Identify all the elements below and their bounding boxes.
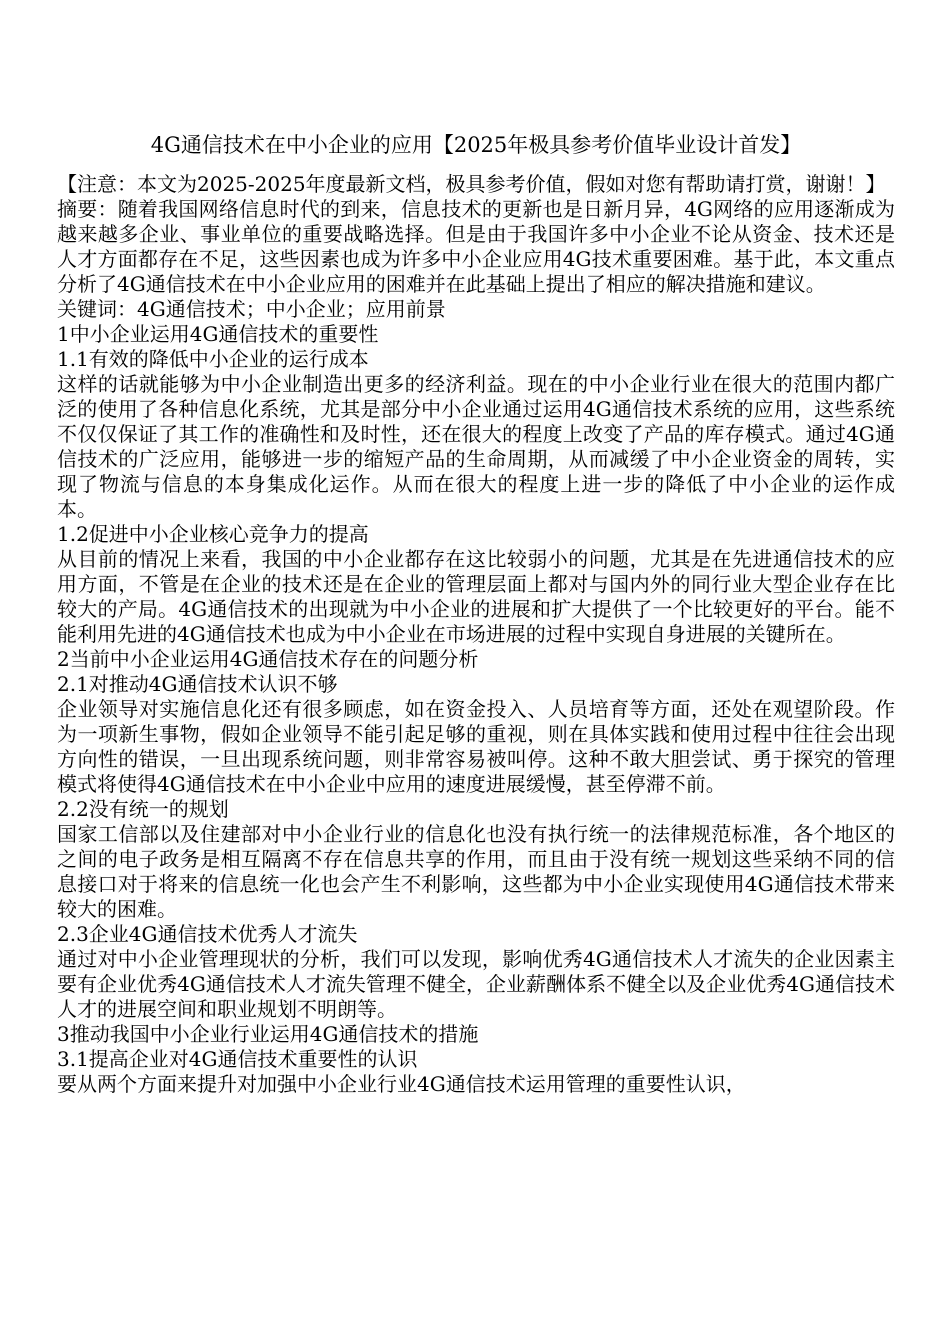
document-title: 4G通信技术在中小企业的应用【2025年极具参考价值毕业设计首发】 [150, 133, 802, 157]
subsection-heading-2-1: 2.1对推动4G通信技术认识不够 [57, 672, 338, 696]
subsection-heading-2-3: 2.3企业4G通信技术优秀人才流失 [57, 922, 358, 946]
section-heading-2: 2当前中小企业运用4G通信技术存在的问题分析 [57, 647, 479, 671]
paragraph-2-2: 国家工信部以及住建部对中小企业行业的信息化也没有执行统一的法律规范标准，各个地区的之间的电子政务是相互隔离不存在信息共享的作用，而且由于没有统一规划这些采纳不同的信息接口对于将来的信息统一化也会产生不利影响，这些都为中小企业实现使用4G通信技术带来较大的困难。 [57, 822, 895, 921]
subsection-heading-1-1: 1.1有效的降低中小企业的运行成本 [57, 347, 369, 371]
paragraph-2-3: 通过对中小企业管理现状的分析，我们可以发现，影响优秀4G通信技术人才流失的企业因素主要有企业优秀4G通信技术人才流失管理不健全，企业薪酬体系不健全以及企业优秀4G通信技术人才的进展空间和职业规划不明朗等。 [57, 947, 895, 1021]
paragraph-3-1: 要从两个方面来提升对加强中小企业行业4G通信技术运用管理的重要性认识， [57, 1072, 746, 1096]
section-heading-3: 3推动我国中小企业行业运用4G通信技术的措施 [57, 1022, 479, 1046]
paragraph-2-1: 企业领导对实施信息化还有很多顾虑，如在资金投入、人员培育等方面，还处在观望阶段。作为一项新生事物，假如企业领导不能引起足够的重视，则在具体实践和使用过程中往往会出现方向性的错误，一旦出现系统问题，则非常容易被叫停。这种不敢大胆尝试、勇于探究的管理模式将使得4G通信技术在中小企业中应用的速度进展缓慢，甚至停滞不前。 [57, 697, 895, 796]
subsection-heading-2-2: 2.2没有统一的规划 [57, 797, 229, 821]
subsection-heading-1-2: 1.2促进中小企业核心竞争力的提高 [57, 522, 369, 546]
notice-text: 【注意：本文为2025-2025年度最新文档，极具参考价值，假如对您有帮助请打赏，谢谢！】 [57, 172, 886, 196]
document-page [57, 132, 895, 1097]
paragraph-1-2: 从目前的情况上来看，我国的中小企业都存在这比较弱小的问题，尤其是在先进通信技术的应用方面，不管是在企业的技术还是在企业的管理层面上都对与国内外的同行业大型企业存在比较大的产局。4G通信技术的出现就为中小企业的进展和扩大提供了一个比较更好的平台。能不能利用先进的4G通信技术也成为中小企业在市场进展的过程中实现自身进展的关键所在。 [57, 547, 895, 646]
paragraph-1-1: 这样的话就能够为中小企业制造出更多的经济利益。现在的中小企业行业在很大的范围内都广泛的使用了各种信息化系统，尤其是部分中小企业通过运用4G通信技术系统的应用，这些系统不仅仅保证了其工作的准确性和及时性，还在很大的程度上改变了产品的库存模式。通过4G通信技术的广泛应用，能够进一步的缩短产品的生命周期，从而减缓了中小企业资金的周转，实现了物流与信息的本身集成化运作。从而在很大的程度上进一步的降低了中小企业的运作成本。 [57, 372, 895, 521]
keywords-line: 关键词：4G通信技术；中小企业；应用前景 [57, 297, 446, 321]
section-heading-1: 1中小企业运用4G通信技术的重要性 [57, 322, 379, 346]
subsection-heading-3-1: 3.1提高企业对4G通信技术重要性的认识 [57, 1047, 418, 1071]
abstract-paragraph: 摘要：随着我国网络信息时代的到来，信息技术的更新也是日新月异，4G网络的应用逐渐成为越来越多企业、事业单位的重要战略选择。但是由于我国许多中小企业不论从资金、技术还是人才方面都存在不足，这些因素也成为许多中小企业应用4G技术重要困难。基于此，本文重点分析了4G通信技术在中小企业应用的困难并在此基础上提出了相应的解决措施和建议。 [57, 197, 895, 296]
